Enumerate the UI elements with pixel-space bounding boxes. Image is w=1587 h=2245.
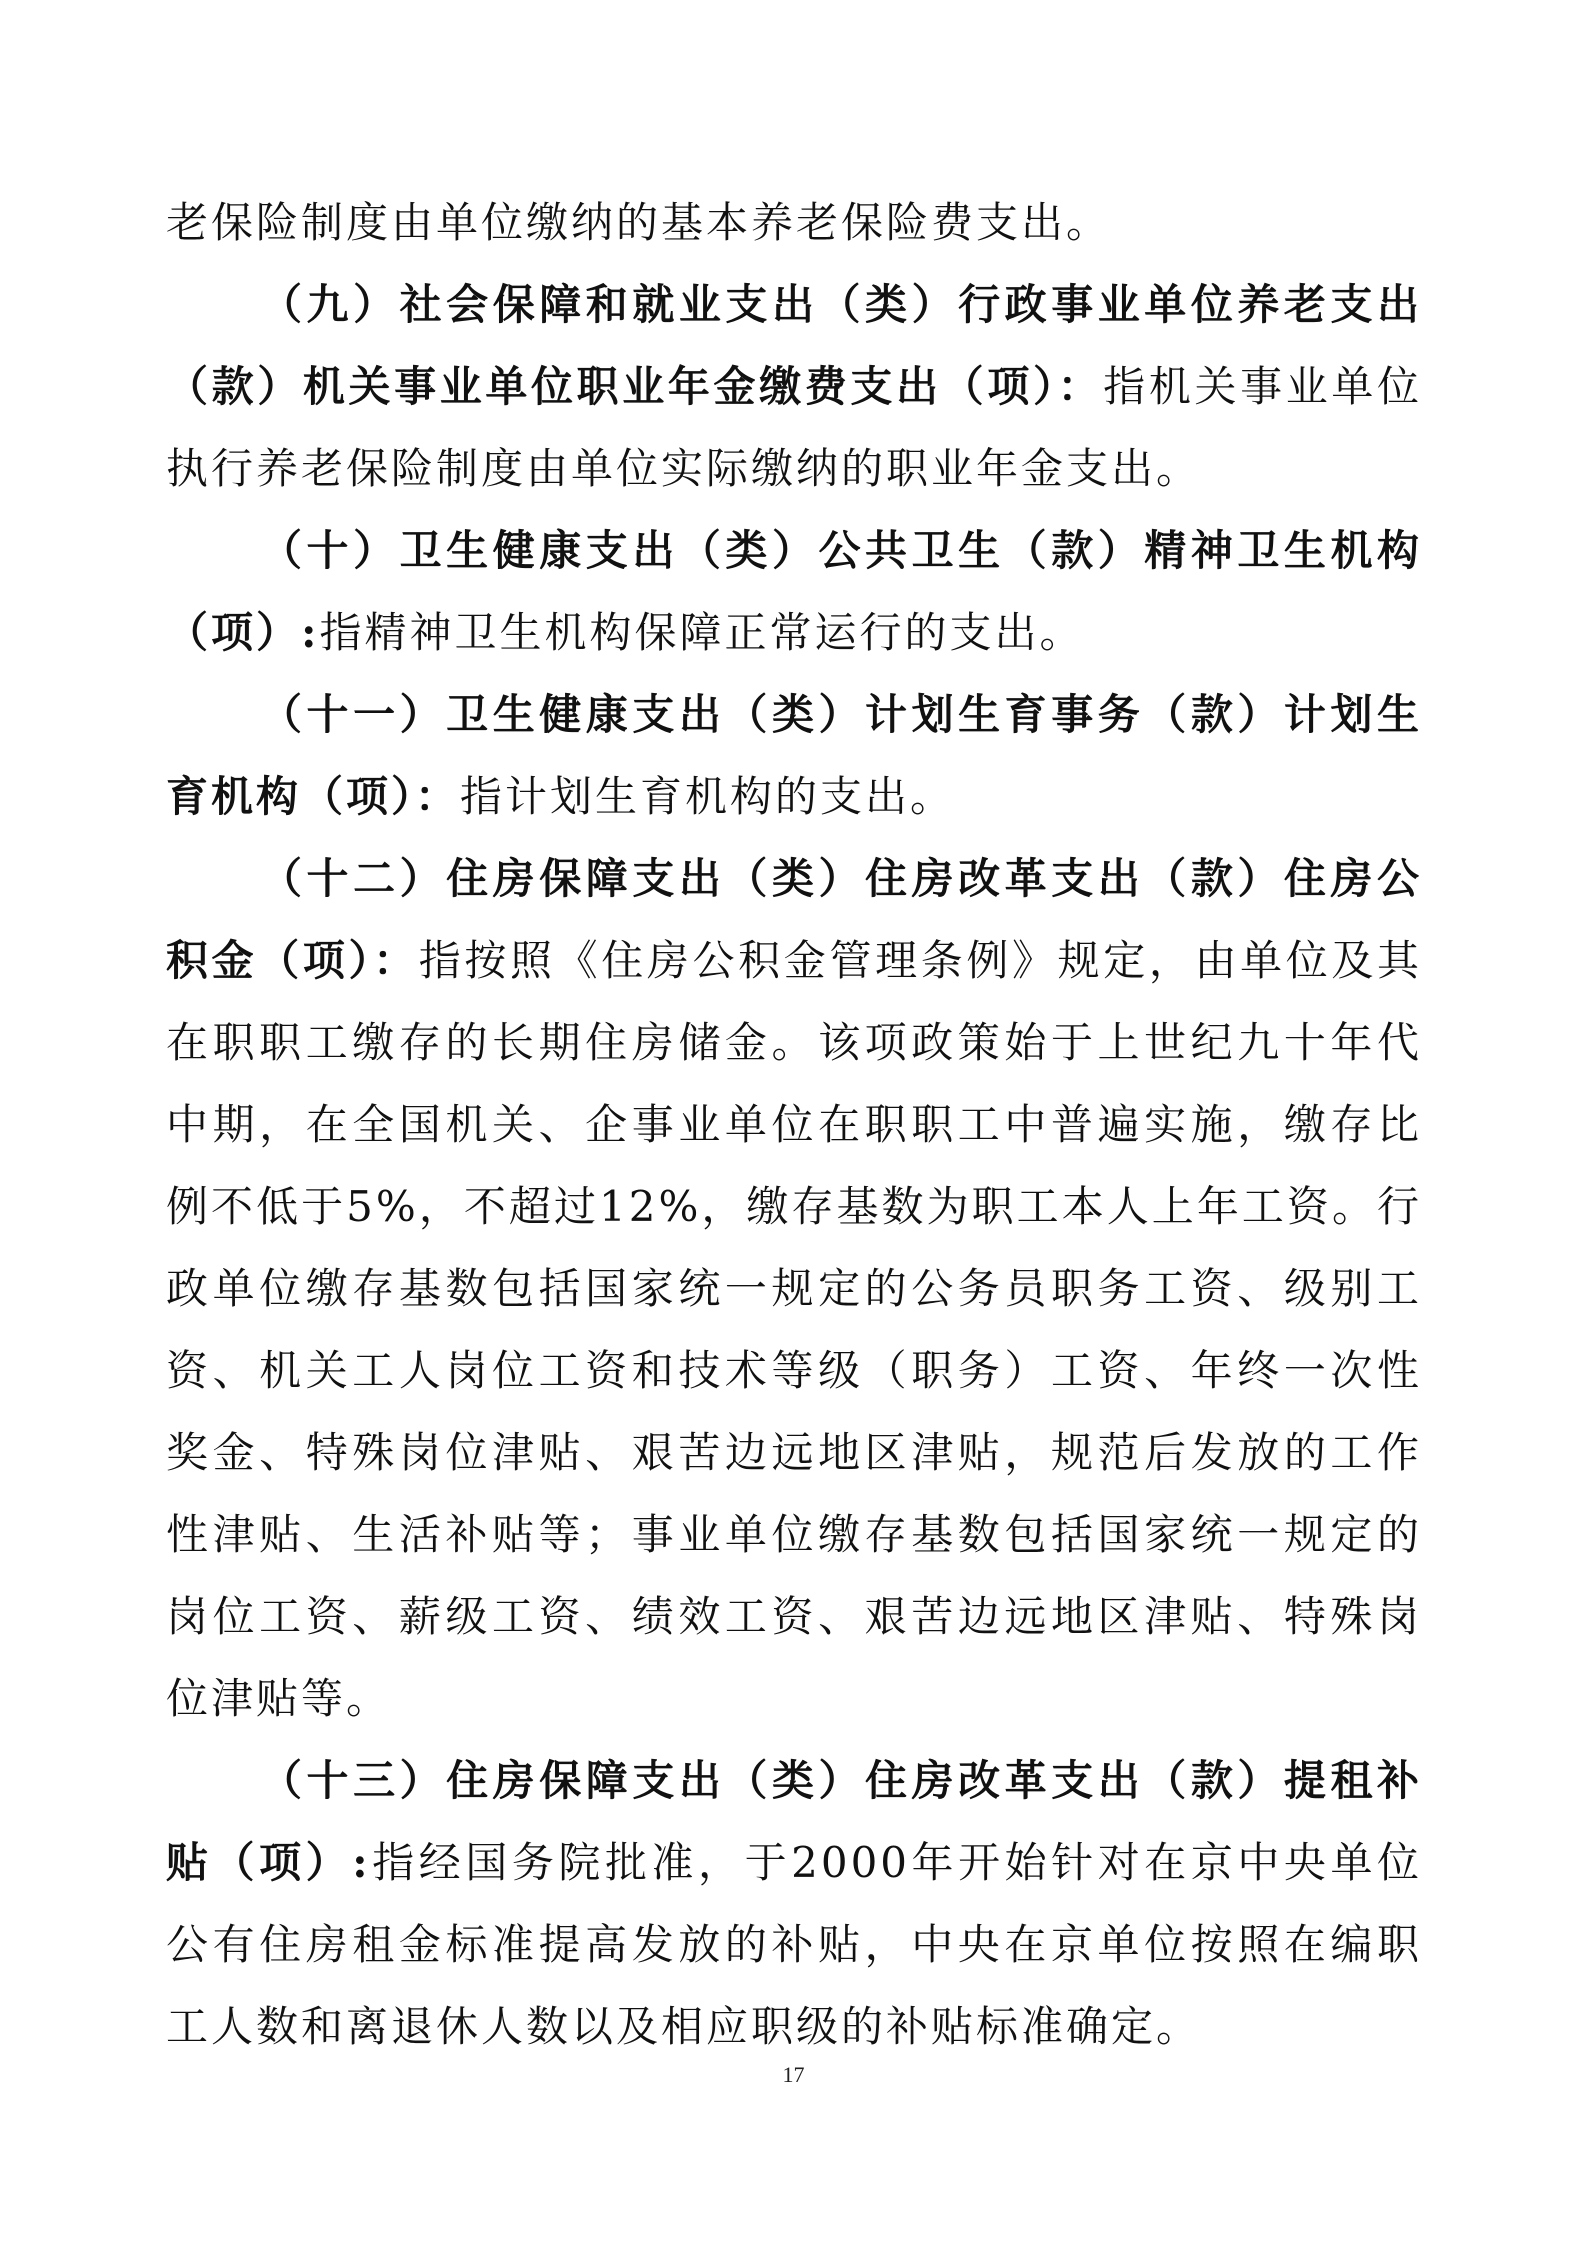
page-number: 17	[782, 2062, 805, 2087]
paragraph-text: 指按照《住房公积金管理条例》规定，由单位及其在职职工缴存的长期住房储金。该项政策始于上世纪九十年代中期，在全国机关、企事业单位在职职工中普遍实施，缴存比例不低于5%，不超过12%，缴存基数为职工本人上年工资。行政单位缴存基数包括国家统一规定的公务员职务工资、级别工资、机关工人岗位工资和技术等级（职务）工资、年终一次性奖金、特殊岗位津贴、艰苦边远地区津贴，规范后发放的工作性津贴、生活补贴等；事业单位缴存基数包括国家统一规定的岗位工资、薪级工资、绩效工资、艰苦边远地区津贴、特殊岗位津贴等。	[166, 936, 1422, 1723]
paragraph-heading: （九）社会保障和就业支出（类）行政事业单位养老支出（款）机关事业单位职业年金缴费支出（项）：	[166, 280, 1422, 411]
paragraph-item-12	[166, 838, 1422, 1740]
paragraph-heading: （十二）住房保障支出（类）住房改革支出（款）住房公积金（项）：	[166, 854, 1422, 985]
document-body	[166, 182, 1422, 2068]
paragraph-text: 指机关事业单位执行养老保险制度由单位实际缴纳的职业年金支出。	[166, 362, 1422, 493]
paragraph-text: 指精神卫生机构保障正常运行的支出。	[319, 608, 1085, 657]
paragraph-heading: （十一）卫生健康支出（类）计划生育事务（款）计划生育机构（项）：	[166, 690, 1422, 821]
paragraph-item-9	[166, 264, 1422, 510]
paragraph-text: 指计划生育机构的支出。	[460, 772, 956, 821]
paragraph-heading: （十）卫生健康支出（类）公共卫生（款）精神卫生机构（项）:	[166, 526, 1422, 657]
paragraph-text: 指经国务院批准，于2000年开始针对在京中央单位公有住房租金标准提高发放的补贴，中央在京单位按照在编职工人数和离退休人数以及相应职级的补贴标准确定。	[166, 1838, 1422, 2051]
paragraph-text: 老保险制度由单位缴纳的基本养老保险费支出。	[166, 198, 1112, 247]
paragraph-item-11	[166, 674, 1422, 838]
paragraph-item-13	[166, 1740, 1422, 2068]
paragraph-continuation	[166, 182, 1422, 264]
paragraph-heading: （十三）住房保障支出（类）住房改革支出（款）提租补贴（项）:	[166, 1756, 1422, 1887]
paragraph-item-10	[166, 510, 1422, 674]
